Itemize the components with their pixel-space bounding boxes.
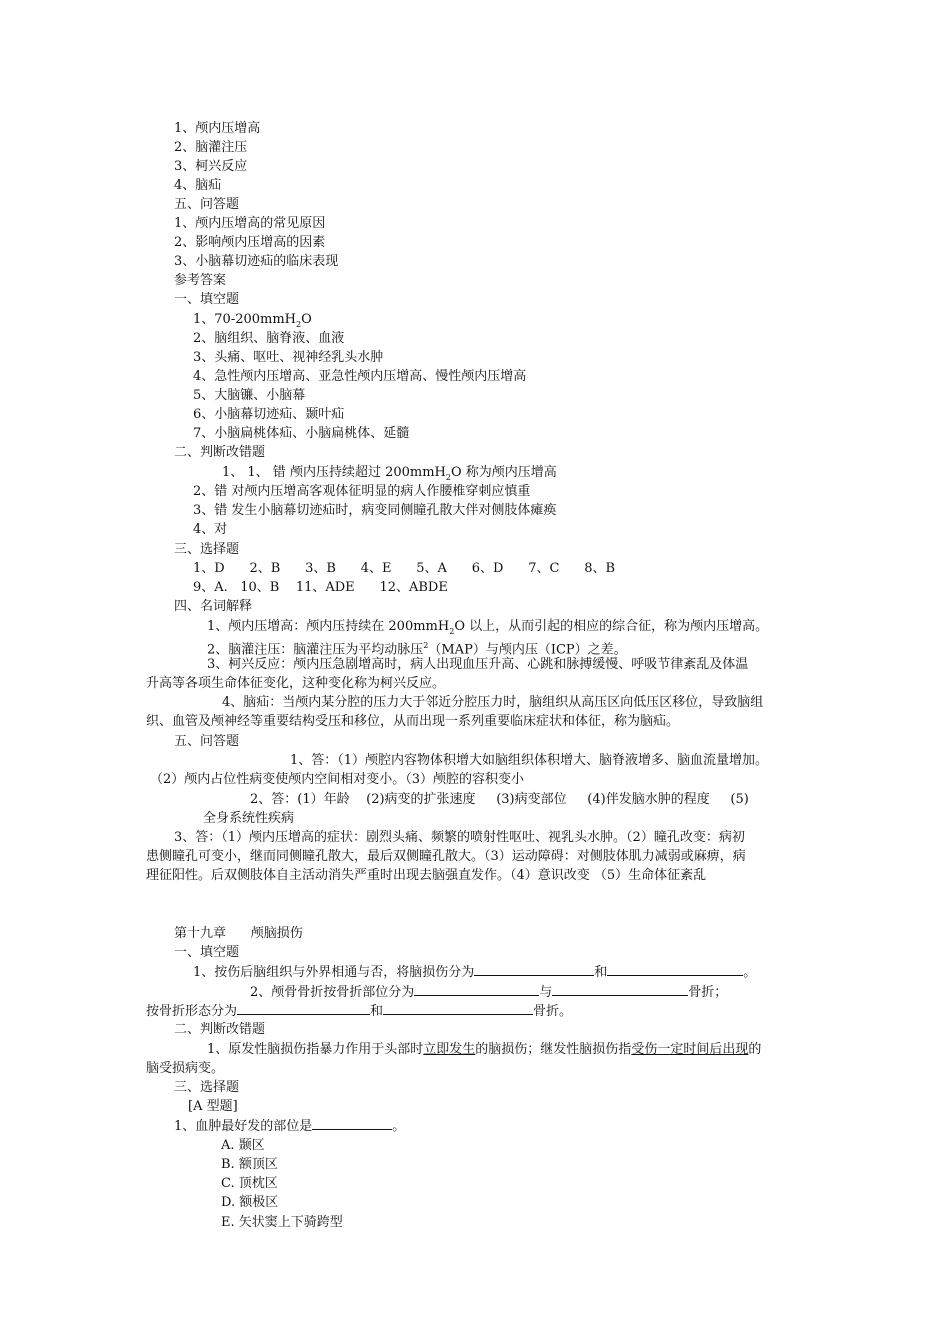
term-answer-4-line-2: 织、血管及颅神经等重要结构受压和移位，从而出现一系列重要临床症状和体征，称为脑疝。 bbox=[146, 714, 680, 729]
section-heading: 一、填空题 bbox=[174, 292, 240, 307]
question-item-2: 2、影响颅内压增高的因素 bbox=[174, 235, 326, 250]
answers-title: 参考答案 bbox=[174, 273, 227, 288]
section-heading: 三、选择题 bbox=[174, 1080, 240, 1095]
fill-answer-5: 5、大脑镰、小脑幕 bbox=[193, 388, 306, 403]
choice-answers-row-2: 9、A. 10、B 11、ADE 12、ABDE bbox=[193, 580, 448, 595]
qa-answer-3-line-2: 患侧瞳孔可变小，继而同侧瞳孔散大，最后双侧瞳孔散大。（3）运动障碍：对侧肢体肌力减弱或麻痹，病 bbox=[146, 849, 746, 864]
qa-answer-3-line-1: 3、答：（1）颅内压增高的症状：剧烈头痛、频繁的喷射性呕吐、视乳头水肿。（2）瞳孔改变：病初 bbox=[174, 830, 745, 845]
fill-question-1: 1、按伤后脑组织与外界相通与否，将脑损伤分为 和 。 bbox=[193, 962, 756, 982]
choice-question-1: 1、血肿最好发的部位是 。 bbox=[174, 1116, 405, 1136]
choice-option-d[interactable]: D. 额极区 bbox=[221, 1195, 279, 1210]
question-item-3: 3、小脑幕切迹疝的临床表现 bbox=[174, 254, 339, 269]
section-heading: 五、问答题 bbox=[174, 197, 240, 212]
qa-answer-3-line-3: 理征阳性。后双侧肢体自主活动消失严重时出现去脑强直发作。（4）意识改变 （5）生命体征紊乱 bbox=[146, 868, 707, 883]
choice-option-c[interactable]: C. 顶枕区 bbox=[221, 1176, 278, 1191]
choice-option-a[interactable]: A. 颞区 bbox=[221, 1138, 265, 1153]
term-item-1: 1、颅内压增高 bbox=[174, 121, 261, 136]
chapter-title: 第十九章 颅脑损伤 bbox=[174, 926, 303, 941]
question-type-label: [A 型题] bbox=[188, 1099, 238, 1114]
fill-answer-2: 2、脑组织、脑脊液、血液 bbox=[193, 331, 345, 346]
choice-option-b[interactable]: B. 额顶区 bbox=[221, 1157, 278, 1172]
judge-answer-4: 4、对 bbox=[193, 522, 228, 537]
answer-blank[interactable] bbox=[237, 1001, 370, 1015]
answer-blank[interactable] bbox=[312, 1116, 392, 1130]
section-heading: 五、问答题 bbox=[174, 734, 240, 749]
term-answer-3-line-1: 3、柯兴反应：颅内压急剧增高时，病人出现血压升高、心跳和脉搏缓慢、呼吸节律紊乱及体温 bbox=[207, 657, 749, 672]
section-heading: 二、判断改错题 bbox=[174, 445, 266, 460]
term-item-3: 3、柯兴反应 bbox=[174, 159, 248, 174]
fill-answer-1: 1、70-200mmH$_2$O bbox=[193, 312, 312, 329]
judge-question-1-line-2: 脑受损病变。 bbox=[146, 1061, 225, 1076]
term-answer-2: 2、脑灌注压：脑灌注压为平均动脉压$^2$（MAP）与颅内压（ICP）之差。 bbox=[207, 641, 627, 658]
fill-answer-6: 6、小脑幕切迹疝、颞叶疝 bbox=[193, 407, 345, 422]
choice-option-e[interactable]: E. 矢状窦上下骑跨型 bbox=[221, 1215, 343, 1230]
judge-answer-1: 1、 1、 错 颅内压持续超过 200mmH$_2$O 称为颅内压增高 bbox=[222, 465, 557, 482]
judge-answer-2: 2、错 对颅内压增高客观体征明显的病人作腰椎穿刺应慎重 bbox=[193, 484, 531, 499]
section-heading: 二、判断改错题 bbox=[174, 1022, 266, 1037]
choice-answers-row-1: 1、D 2、B 3、B 4、E 5、A 6、D 7、C 8、B bbox=[193, 561, 616, 576]
answer-blank[interactable] bbox=[383, 1001, 533, 1015]
judge-answer-3: 3、错 发生小脑幕切迹疝时，病变同侧瞳孔散大伴对侧肢体瘫痪 bbox=[193, 503, 557, 518]
term-answer-3-line-2: 升高等各项生命体征变化，这种变化称为柯兴反应。 bbox=[146, 676, 446, 691]
qa-answer-2-line-2: 全身系统性疾病 bbox=[203, 811, 295, 826]
fill-question-3: 按骨折形态分为 和 骨折。 bbox=[146, 1001, 572, 1021]
question-item-1: 1、颅内压增高的常见原因 bbox=[174, 216, 326, 231]
term-item-2: 2、脑灌注压 bbox=[174, 140, 248, 155]
fill-question-2: 2、颅骨骨折按骨折部位分为 与 骨折； bbox=[250, 982, 727, 1002]
judge-question-1-line-1: 1、原发性脑损伤指暴力作用于头部时立即发生的脑损伤；继发性脑损伤指受伤一定时间后出现的 bbox=[207, 1042, 762, 1057]
term-answer-1: 1、颅内压增高：颅内压持续在 200mmH$_2$O 以上，从而引起的相应的综合征，称为颅内压增高。 bbox=[207, 619, 769, 636]
qa-answer-1-line-2: （2）颅内占位性病变使颅内空间相对变小。（3）颅腔的容积变小 bbox=[150, 772, 525, 787]
fill-answer-7: 7、小脑扁桃体疝、小脑扁桃体、延髓 bbox=[193, 426, 410, 441]
term-answer-4-line-1: 4、脑疝：当颅内某分腔的压力大于邻近分腔压力时，脑组织从高压区向低压区移位，导致脑组 bbox=[222, 695, 764, 710]
qa-answer-2-line-1: 2、答：(1）年龄 (2)病变的扩张速度 (3)病变部位 (4)伴发脑水肿的程度 (5) bbox=[250, 792, 749, 807]
answer-blank[interactable] bbox=[607, 962, 743, 976]
answer-blank[interactable] bbox=[414, 982, 539, 996]
answer-blank[interactable] bbox=[474, 962, 594, 976]
fill-answer-4: 4、急性颅内压增高、亚急性颅内压增高、慢性颅内压增高 bbox=[193, 369, 527, 384]
answer-blank[interactable] bbox=[552, 982, 688, 996]
section-heading: 四、名词解释 bbox=[174, 599, 253, 614]
fill-answer-3: 3、头痛、呕吐、视神经乳头水肿 bbox=[193, 350, 384, 365]
term-item-4: 4、脑疝 bbox=[174, 178, 222, 193]
section-heading: 一、填空题 bbox=[174, 945, 240, 960]
qa-answer-1-line-1: 1、答：（1）颅腔内容物体积增大如脑组织体积增大、脑脊液增多、脑血流量增加。 bbox=[290, 753, 769, 768]
section-heading: 三、选择题 bbox=[174, 542, 240, 557]
